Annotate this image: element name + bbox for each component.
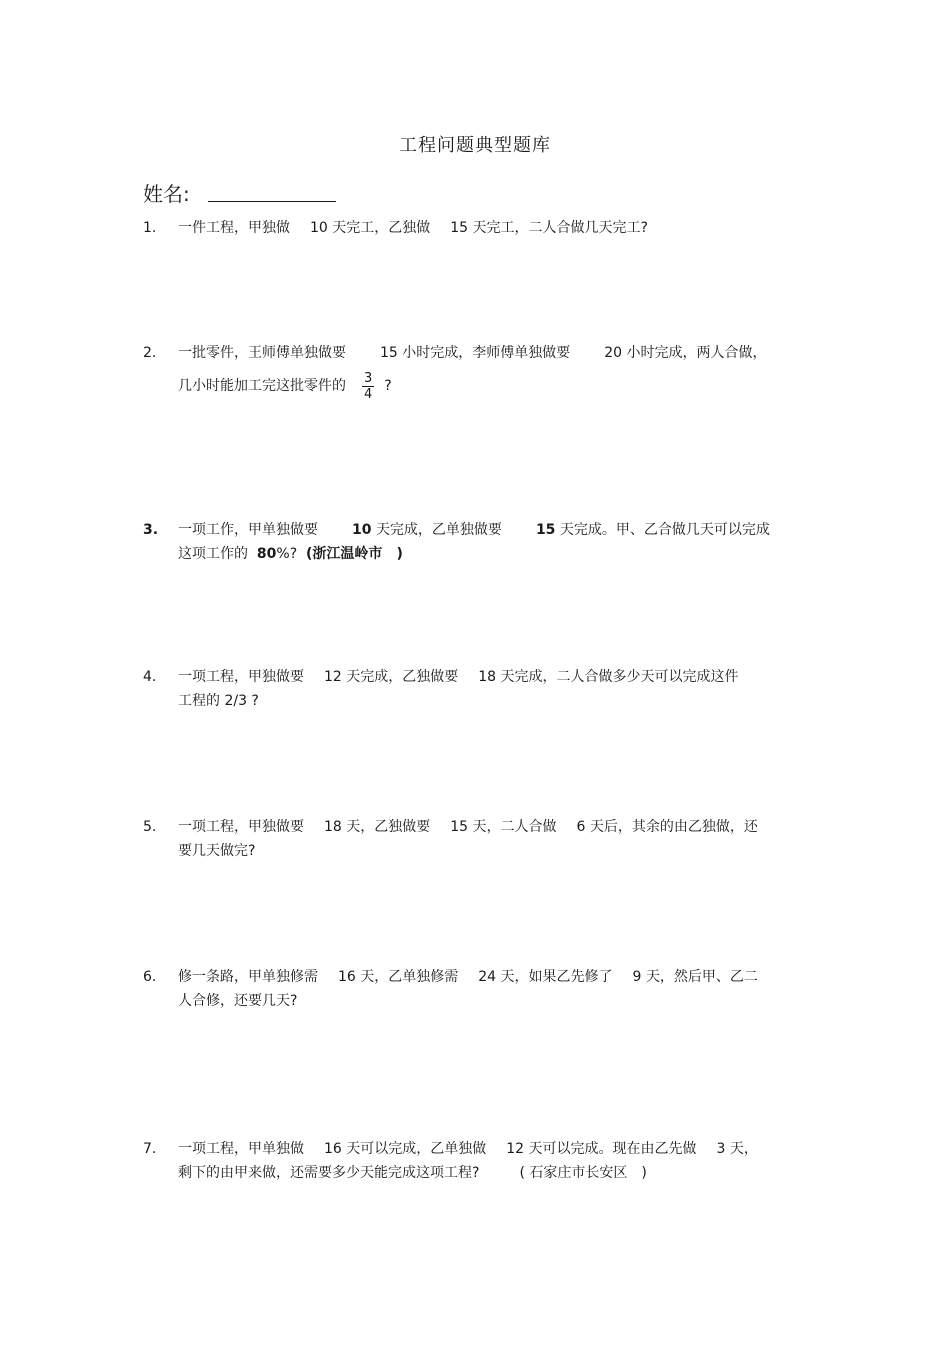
fraction (362, 371, 374, 402)
question-number: 7. (143, 1141, 157, 1157)
question-number: 3. (143, 522, 159, 538)
question-text-line: 剩下的由甲来做，还需要多少天能完成这项工程? ( 石家庄市长安区 ) (178, 1165, 647, 1181)
name-label: 姓名: (143, 182, 190, 206)
question-number: 5. (143, 819, 157, 835)
question-text-line: 一件工程，甲独做 10 天完工，乙独做 15 天完工，二人合做几天完工? (178, 220, 648, 236)
question-number: 4. (143, 669, 157, 685)
question-text-line: 这项工作的 80%? (浙江温岭市 ) (178, 546, 403, 562)
question-text-line: 修一条路，甲单独修需 16 天，乙单独修需 24 天，如果乙先修了 9 天，然后甲、乙二 (178, 969, 758, 985)
question-number: 6. (143, 969, 157, 985)
fraction-denominator: 4 (364, 386, 373, 402)
question-text-line: 一项工程，甲单独做 16 天可以完成，乙单独做 12 天可以完成。现在由乙先做 3 天， (178, 1141, 758, 1157)
fraction-numerator: 3 (364, 370, 373, 386)
name-blank-line (208, 201, 336, 202)
question-text-line: 工程的 2/3 ? (178, 693, 259, 709)
question-text-line: 要几天做完? (178, 843, 256, 859)
document-title: 工程问题典型题库 (399, 135, 551, 156)
question-text-line: 几小时能加工完这批零件的 $\frac{3}{4}$ ? (178, 370, 392, 402)
question-text-line: 一批零件，王师傅单独做要 15 小时完成，李师傅单独做要 20 小时完成，两人合做， (178, 345, 767, 361)
question-text-line: 人合修，还要几天? (178, 993, 298, 1009)
question-text-line: 一项工作，甲单独做要 10 天完成，乙单独做要 15 天完成。甲、乙合做几天可以完成 (178, 522, 770, 538)
question-text-line: 一项工程，甲独做要 18 天，乙独做要 15 天，二人合做 6 天后，其余的由乙独做，还 (178, 819, 758, 835)
question-text-line: 一项工程，甲独做要 12 天完成，乙独做要 18 天完成，二人合做多少天可以完成这件 (178, 669, 739, 685)
question-number: 1. (143, 220, 157, 236)
question-number: 2. (143, 345, 157, 361)
